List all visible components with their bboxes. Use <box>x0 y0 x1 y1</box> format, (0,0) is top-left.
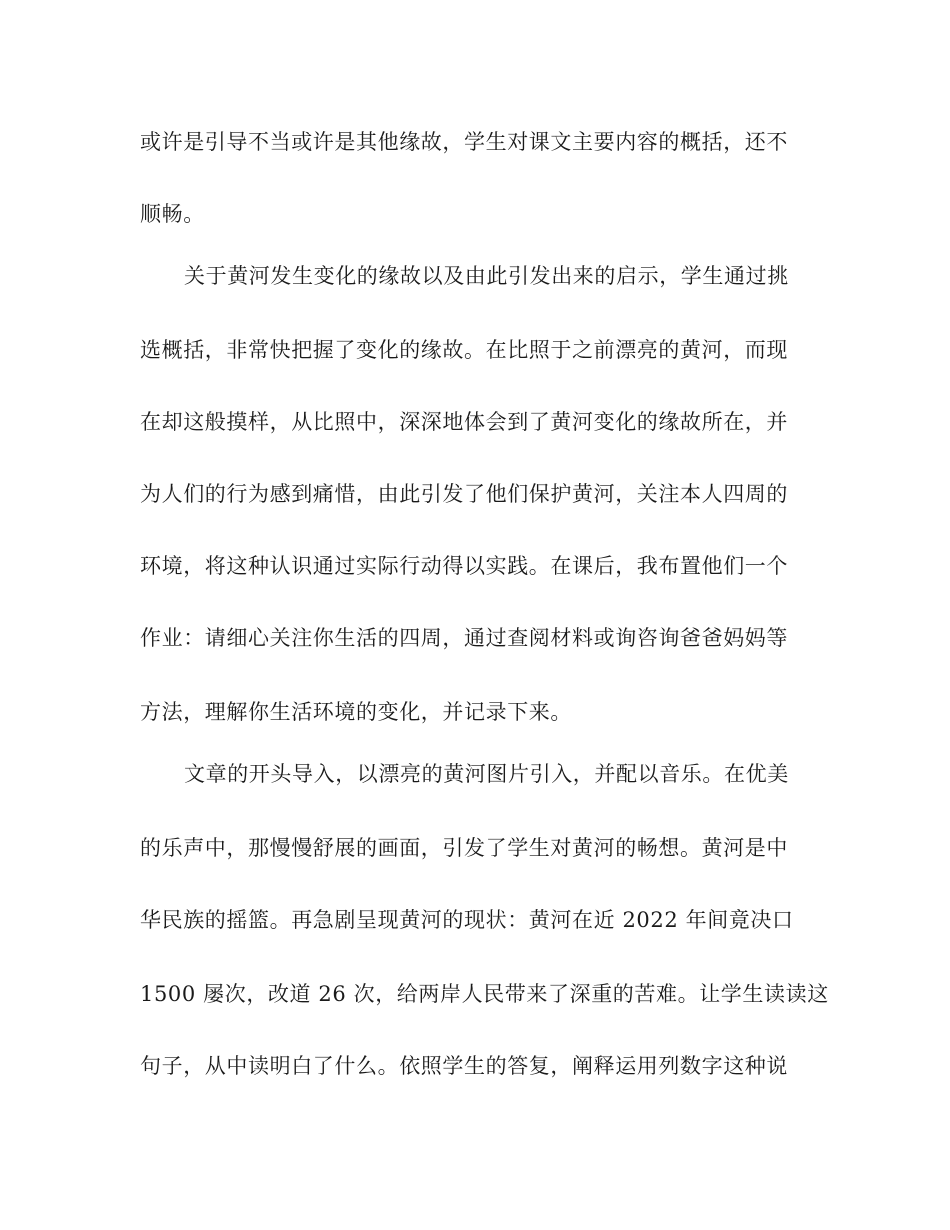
paragraph-start-line: 文章的开头导入，以漂亮的黄河图片引入，并配以音乐。在优美 <box>184 762 789 786</box>
text-line: 环境，将这种认识通过实际行动得以实践。在课后，我布置他们一个 <box>140 554 788 578</box>
text-line: 在却这般摸样，从比照中，深深地体会到了黄河变化的缘故所在，并 <box>140 410 788 434</box>
text-line: 为人们的行为感到痛惜，由此引发了他们保护黄河，关注本人四周的 <box>140 482 788 506</box>
text-line: 的乐声中，那慢慢舒展的画面，引发了学生对黄河的畅想。黄河是中 <box>140 836 788 860</box>
text-line: 1500 屡次，改道 26 次，给两岸人民带来了深重的苦难。让学生读读这 <box>140 982 829 1006</box>
text-line: 华民族的摇篮。再急剧呈现黄河的现状：黄河在近 2022 年间竟决口 <box>140 908 794 932</box>
text-line: 或许是引导不当或许是其他缘故，学生对课文主要内容的概括，还不 <box>140 130 788 154</box>
text-line: 顺畅。 <box>140 202 205 226</box>
text-line: 选概括，非常快把握了变化的缘故。在比照于之前漂亮的黄河，而现 <box>140 338 788 362</box>
text-line: 方法，理解你生活环境的变化，并记录下来。 <box>140 700 572 724</box>
paragraph-start-line: 关于黄河发生变化的缘故以及由此引发出来的启示，学生通过挑 <box>184 264 789 288</box>
text-line: 句子，从中读明白了什么。依照学生的答复，阐释运用列数字这种说 <box>140 1054 788 1078</box>
text-line: 作业：请细心关注你生活的四周，通过查阅材料或询咨询爸爸妈妈等 <box>140 626 788 650</box>
